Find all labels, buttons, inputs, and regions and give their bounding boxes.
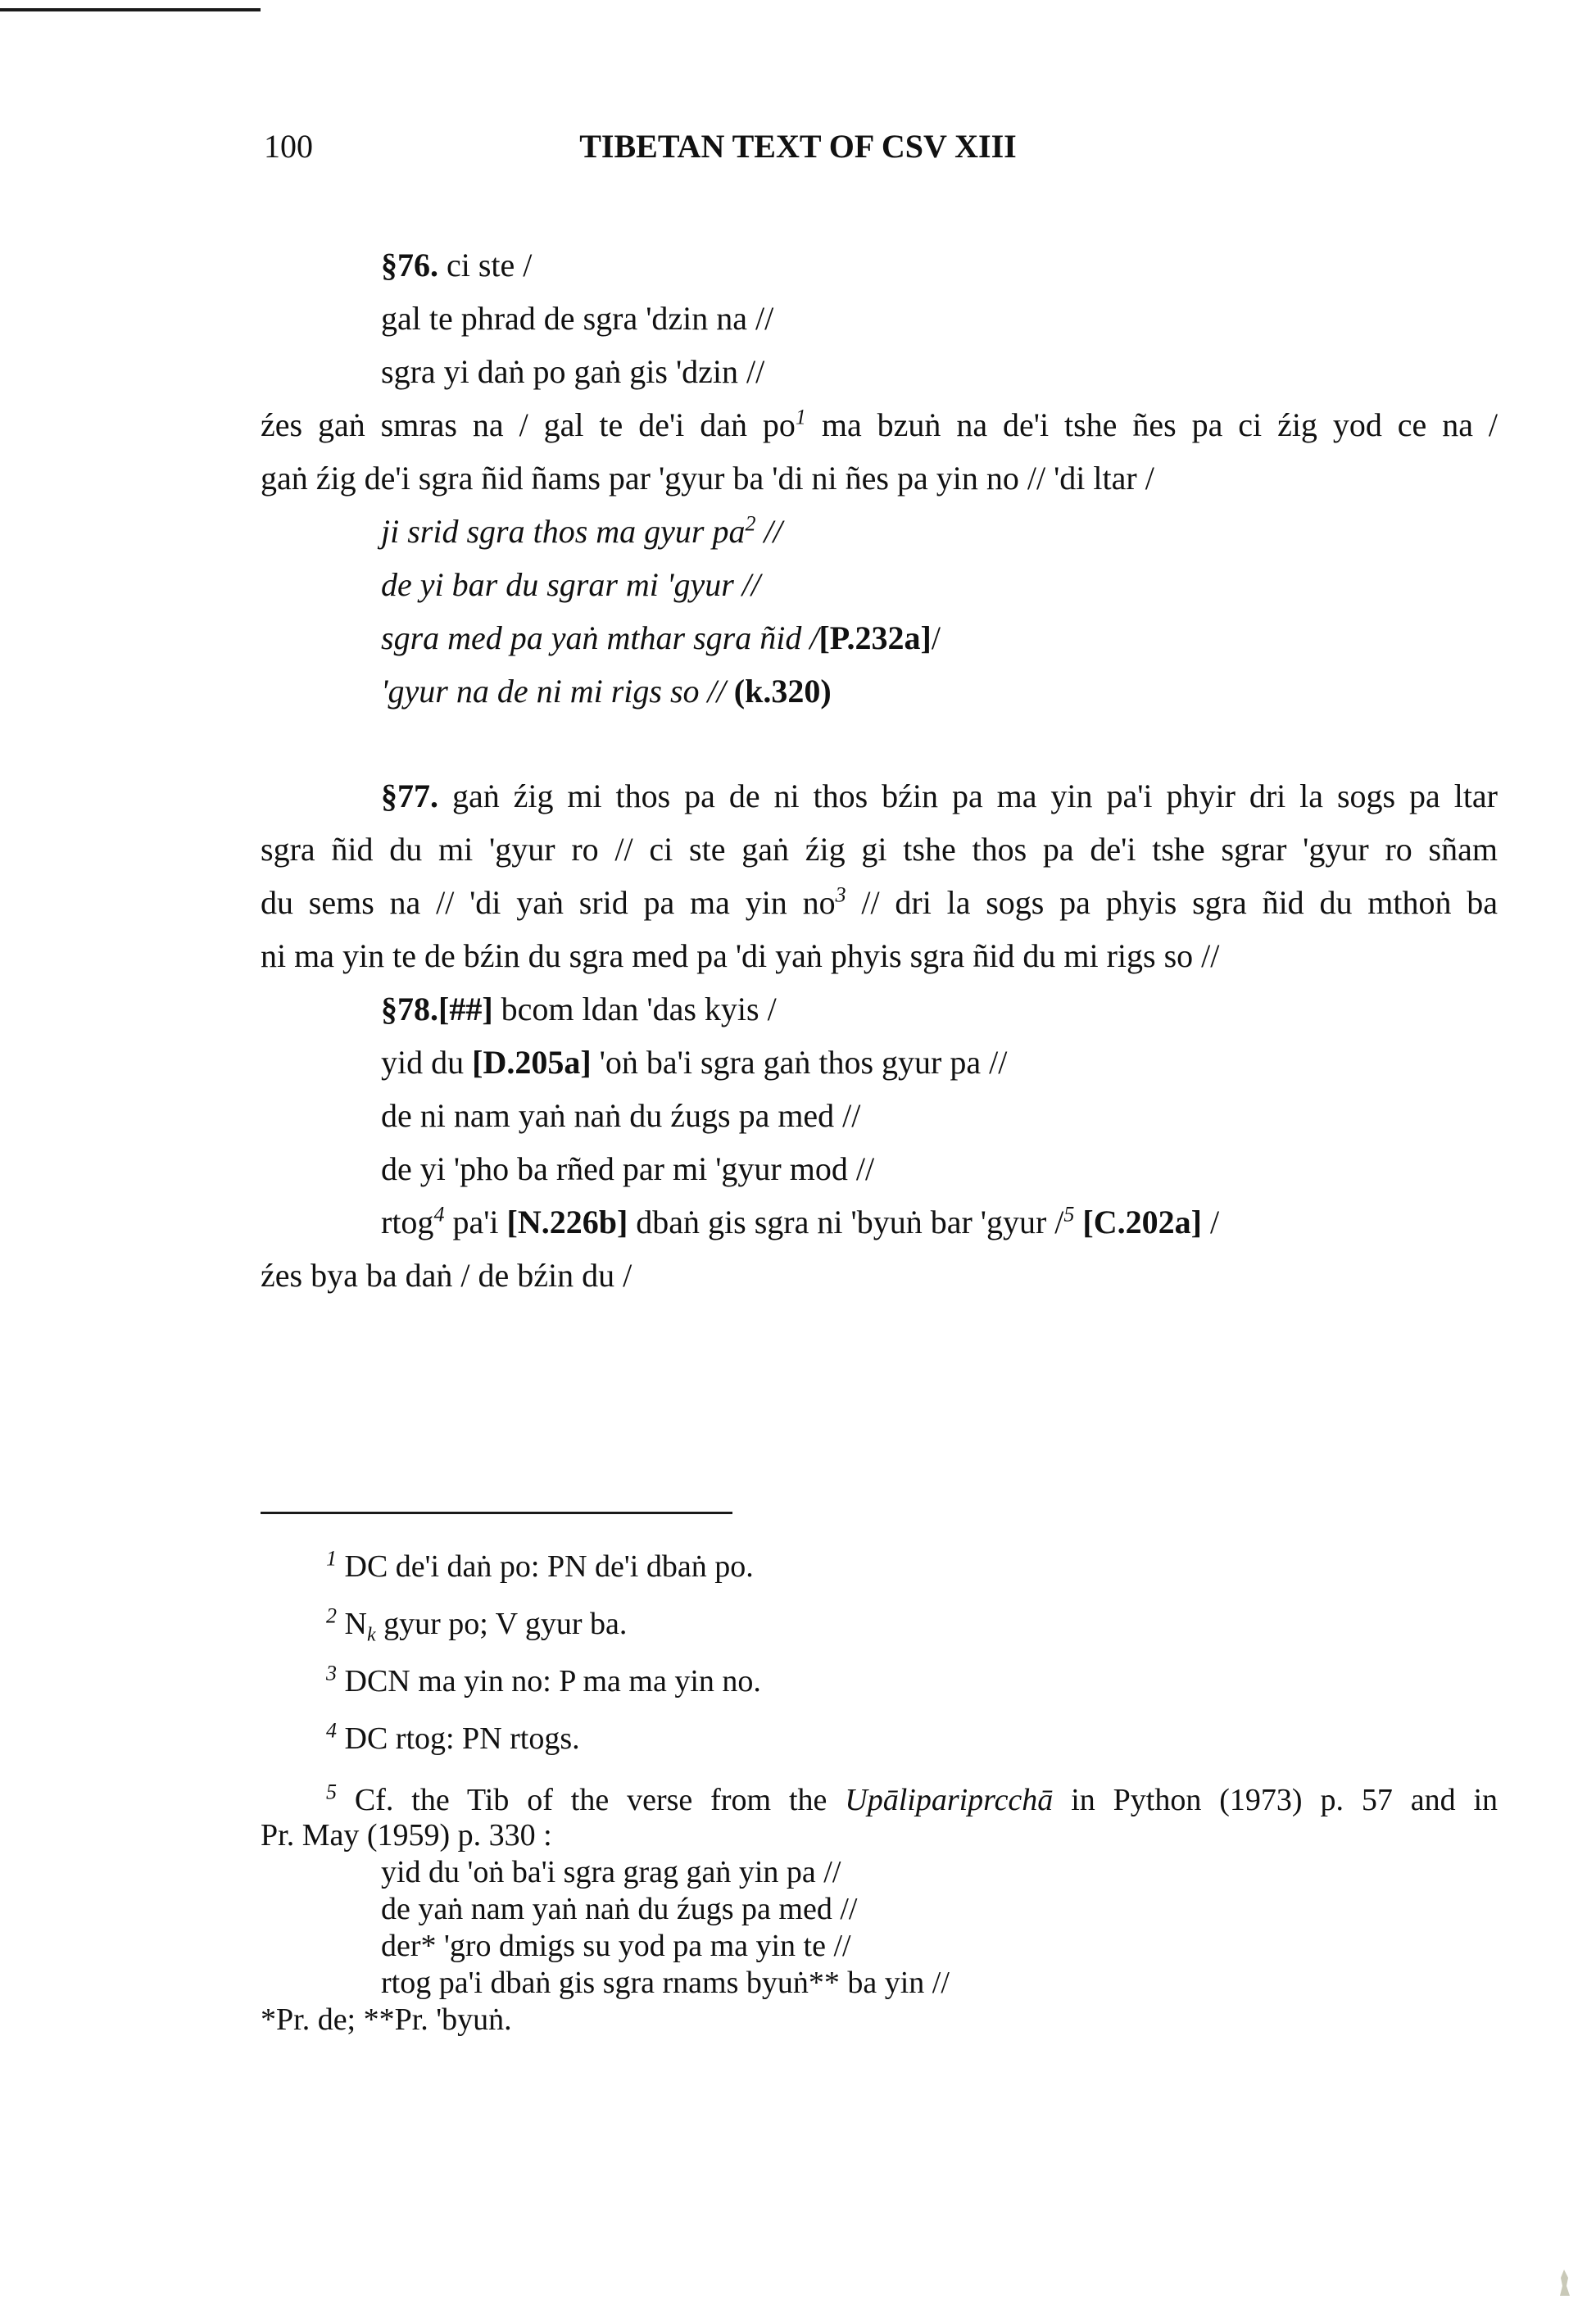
s76-quote-4a: 'gyur na de ni mi rigs so // (381, 673, 726, 710)
footnote-3-text: DCN ma yin no: P ma ma yin no. (344, 1664, 761, 1698)
s76-quote-1b: // (764, 513, 782, 550)
page-number: 100 (264, 128, 313, 165)
s76-verse-2: sgra yi daṅ po gaṅ gis 'dzin // (381, 353, 765, 390)
footnote-1 (326, 1546, 754, 1585)
footnote-3 (326, 1663, 761, 1699)
s76-prose-2: gaṅ źig de'i sgra ñid ñams par 'gyur ba 'di ni ñes pa yin no // 'di ltar / (261, 460, 1154, 497)
s78-verse-2: de ni nam yaṅ naṅ du źugs pa med // (381, 1097, 861, 1134)
footnote-ref-2[interactable]: 2 (745, 511, 756, 536)
section-76-marker: §76. (381, 247, 438, 283)
footnote-5-cont: Pr. May (1959) p. 330 : (261, 1818, 552, 1853)
footnote-5 (326, 1782, 1498, 1818)
footnote-4-text: DC rtog: PN rtogs. (344, 1721, 580, 1756)
ref-k320: (k.320) (733, 673, 832, 710)
footnote-5-verse-2: de yaṅ nam yaṅ naṅ du źugs pa med // (381, 1892, 858, 1926)
ref-n226b: [N.226b] (506, 1204, 628, 1240)
s78-verse-4b: pa'i (452, 1204, 499, 1240)
footnote-2-subscript: k (366, 1624, 376, 1646)
footnote-2 (326, 1603, 628, 1647)
footnote-5-text-a: Cf. the Tib of the verse from the (354, 1783, 827, 1817)
footnote-1-text: DC de'i daṅ po: PN de'i dbaṅ po. (344, 1549, 754, 1584)
s76-quote-2: de yi bar du sgrar mi 'gyur // (381, 566, 760, 603)
ref-c202a: [C.202a] (1082, 1204, 1202, 1240)
footnote-ref-5[interactable]: 5 (1063, 1202, 1075, 1227)
footnote-ref-4[interactable]: 4 (433, 1202, 445, 1227)
s78-close: źes bya ba daṅ / de bźin du / (261, 1257, 633, 1294)
footnote-5-text-b: in Python (1973) p. 57 and in (1071, 1783, 1499, 1817)
s78-verse-4a: rtog (381, 1204, 434, 1240)
s76-quote-4 (381, 672, 832, 710)
footnote-5-verse-3: der* 'gro dmigs su yod pa ma yin te // (381, 1929, 851, 1963)
s78-verse-1b: 'oṅ ba'i sgra gaṅ thos gyur pa // (599, 1044, 1008, 1081)
ref-d205a: [D.205a] (472, 1044, 592, 1081)
s76-prose-1b: ma bzuṅ na de'i tshe ñes pa ci źig yod ce na / (821, 406, 1499, 443)
s77-line-3 (261, 883, 1498, 922)
top-rule (0, 8, 261, 11)
footnote-2-text: gyur po; V gyur ba. (383, 1607, 628, 1641)
footnote-5-note: *Pr. de; **Pr. 'byuṅ. (261, 2002, 512, 2037)
s76-quote-3 (381, 619, 941, 657)
footnote-1-number: 1 (326, 1546, 337, 1571)
footnote-2-number: 2 (326, 1603, 337, 1628)
footnote-rule (261, 1512, 732, 1514)
s76-lead: ci ste / (447, 247, 533, 283)
s76-prose-1 (261, 406, 1498, 444)
s76-quote-3a: sgra med pa yaṅ mthar sgra ñid / (381, 619, 819, 656)
section-77-marker: §77. (381, 778, 438, 814)
s76-quote-3b: / (931, 619, 941, 656)
footnote-5-number: 5 (326, 1780, 337, 1804)
s77-line-2: sgra ñid du mi 'gyur ro // ci ste gaṅ źig gi tshe thos pa de'i tshe sgrar 'gyur ro sñam (261, 831, 1498, 868)
footnote-3-number: 3 (326, 1661, 337, 1685)
s78-lead-line (381, 990, 777, 1028)
footnote-5-verse-4: rtog pa'i dbaṅ gis sgra rnams byuṅ** ba yin // (381, 1966, 950, 2000)
footnote-2-siglum: N (344, 1607, 367, 1641)
footnote-4-number: 4 (326, 1718, 337, 1743)
s78-verse-4c: dbaṅ gis sgra ni 'byuṅ bar 'gyur / (636, 1204, 1064, 1240)
s77-line-1-text: gaṅ źig mi thos pa de ni thos bźin pa ma yin pa'i phyir dri la sogs pa ltar (451, 778, 1499, 814)
s78-verse-4d: / (1209, 1204, 1220, 1240)
s77-line-3a: du sems na // 'di yaṅ srid pa ma yin no (261, 884, 836, 921)
footnote-5-verse-1: yid du 'oṅ ba'i sgra grag gaṅ yin pa // (381, 1855, 841, 1889)
s78-verse-4 (381, 1203, 1219, 1241)
s76-prose-1a: źes gaṅ smras na / gal te de'i daṅ po (261, 406, 796, 443)
running-head: TIBETAN TEXT OF CSV XIII (579, 128, 1017, 165)
s76-verse-1: gal te phrad de sgra 'dzin na // (381, 300, 774, 337)
s76-quote-1 (381, 512, 782, 551)
s78-verse-1 (381, 1043, 1007, 1082)
ref-p232a: [P.232a] (818, 619, 932, 656)
footnote-4 (326, 1718, 580, 1757)
s78-verse-1a: yid du (381, 1044, 465, 1081)
footnote-ref-1[interactable]: 1 (795, 405, 806, 429)
footnote-ref-3[interactable]: 3 (835, 882, 846, 907)
s78-lead: bcom ldan 'das kyis / (501, 991, 777, 1027)
s76-quote-1a: ji srid sgra thos ma gyur pa (381, 513, 746, 550)
s76-lead-line (381, 246, 532, 284)
footnote-5-title: Upālipariprcchā (845, 1783, 1054, 1817)
section-78-marker: §78.[##] (381, 991, 493, 1027)
scan-speck-icon (1557, 2268, 1571, 2297)
s77-line-1 (381, 777, 1498, 815)
s78-verse-3: de yi 'pho ba rñed par mi 'gyur mod // (381, 1150, 875, 1187)
s77-line-4: ni ma yin te de bźin du sgra med pa 'di yaṅ phyis sgra ñid du mi rigs so // (261, 937, 1220, 974)
s77-line-3b: // dri la sogs pa phyis sgra ñid du mthoṅ ba (861, 884, 1499, 921)
